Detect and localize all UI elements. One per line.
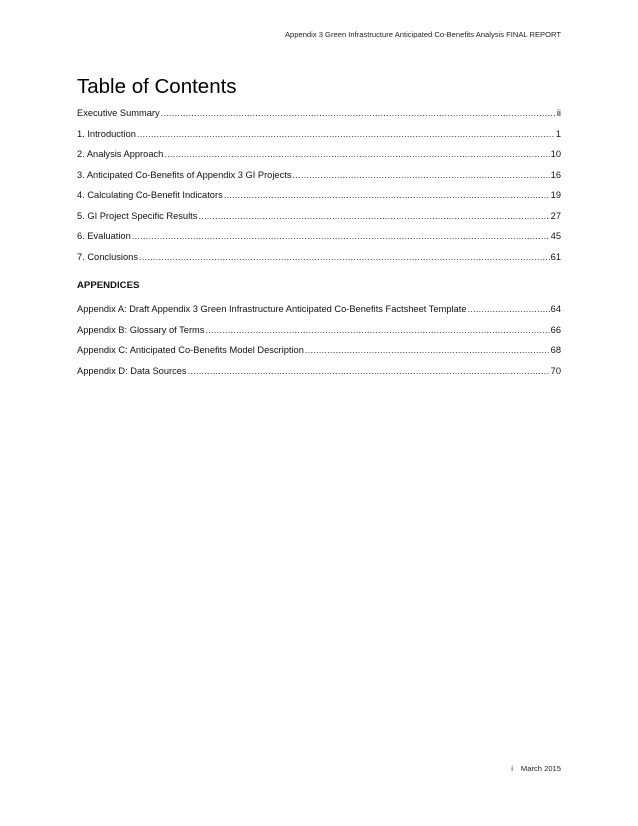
running-header: Appendix 3 Green Infrastructure Anticipated Co-Benefits Analysis FINAL REPORT xyxy=(284,30,561,39)
toc-entry-analysis-approach[interactable] xyxy=(77,144,561,165)
dot-leader xyxy=(164,144,549,165)
toc-entry-label: 5. GI Project Specific Results xyxy=(77,210,198,221)
dot-leader xyxy=(198,206,549,227)
toc-entry-label: 6. Evaluation xyxy=(77,231,131,241)
dot-leader xyxy=(467,299,549,320)
toc-entry-label: 1. Introduction xyxy=(77,128,136,139)
toc-entry-page: 27 xyxy=(550,210,561,221)
dot-leader xyxy=(161,103,556,124)
toc-entry-label: Appendix A: Draft Appendix 3 Green Infrastructure Anticipated Co-Benefits Factsheet Template xyxy=(77,304,467,314)
toc-entry-appendix-b[interactable] xyxy=(77,320,561,341)
dot-leader xyxy=(224,185,550,206)
dot-leader xyxy=(305,340,550,361)
toc-list xyxy=(77,103,561,267)
footer-page-number: i xyxy=(511,764,513,773)
toc-entry-page: 45 xyxy=(550,231,561,241)
dot-leader xyxy=(205,320,549,341)
toc-entry-label: 4. Calculating Co-Benefit Indicators xyxy=(77,190,223,200)
toc-entry-label: 7. Conclusions xyxy=(77,251,138,262)
toc-entry-page: 61 xyxy=(550,251,561,262)
toc-entry-page: ii xyxy=(556,108,561,118)
toc-entry-project-results[interactable] xyxy=(77,206,561,227)
toc-entry-anticipated-co-benefits[interactable] xyxy=(77,165,561,186)
dot-leader xyxy=(292,165,549,186)
toc-entry-label: 3. Anticipated Co-Benefits of Appendix 3 GI Projects xyxy=(77,169,292,180)
page-footer xyxy=(511,764,561,773)
toc-entry-appendix-d[interactable] xyxy=(77,361,561,382)
dot-leader xyxy=(132,226,550,247)
toc-entry-calculating-indicators[interactable] xyxy=(77,185,561,206)
dot-leader xyxy=(188,361,550,382)
toc-entry-page: 1 xyxy=(555,128,561,139)
toc-entry-label: Appendix C: Anticipated Co-Benefits Model Description xyxy=(77,345,304,355)
toc-entry-page: 64 xyxy=(550,304,561,314)
toc-title: Table of Contents xyxy=(77,75,237,98)
toc-entry-introduction[interactable] xyxy=(77,124,561,145)
appendices-list xyxy=(77,299,561,381)
toc-entry-page: 16 xyxy=(550,169,561,180)
toc-entry-evaluation[interactable] xyxy=(77,226,561,247)
toc-entry-label: 2. Analysis Approach xyxy=(77,149,164,159)
appendices-heading: APPENDICES xyxy=(77,280,140,291)
toc-entry-page: 70 xyxy=(550,365,561,376)
toc-entry-page: 66 xyxy=(550,324,561,335)
toc-entry-label: Appendix D: Data Sources xyxy=(77,365,187,376)
toc-entry-appendix-c[interactable] xyxy=(77,340,561,361)
toc-entry-label: Executive Summary xyxy=(77,108,160,118)
toc-entry-page: 19 xyxy=(550,190,561,200)
toc-entry-page: 68 xyxy=(550,345,561,355)
toc-entry-label: Appendix B: Glossary of Terms xyxy=(77,324,205,335)
dot-leader xyxy=(137,124,555,145)
toc-entry-page: 10 xyxy=(550,149,561,159)
toc-entry-conclusions[interactable] xyxy=(77,247,561,268)
footer-date: March 2015 xyxy=(520,764,561,773)
toc-entry-appendix-a[interactable] xyxy=(77,299,561,320)
dot-leader xyxy=(139,247,550,268)
toc-entry-executive-summary[interactable] xyxy=(77,103,561,124)
